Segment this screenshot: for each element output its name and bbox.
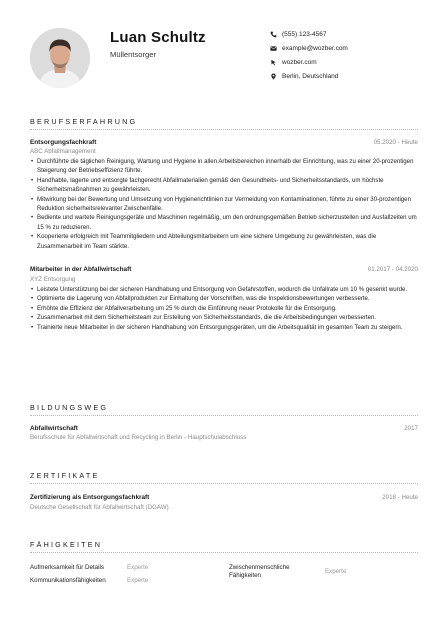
link-icon <box>270 59 282 66</box>
profile-photo <box>30 28 90 88</box>
contact-website[interactable] <box>270 56 420 70</box>
contact-email[interactable] <box>270 42 420 56</box>
education-title: Abfallwirtschaft <box>30 425 78 432</box>
list-item: • Handhabte, lagerte und entsorgte fachgerecht Abfallmaterialien gemäß den Gesundheits- und Sicherheitsstandards, um höchste Sicherheitsmaßnahmen zu gewährleisten. <box>31 176 419 195</box>
job-bullets <box>31 285 419 332</box>
email-icon <box>270 45 282 52</box>
contact-location <box>270 69 420 83</box>
section-title-experience: BERUFSERFAHRUNG <box>30 117 138 126</box>
list-item: • Erhöhte die Effizienz der Abfallverarbeitung um 25 % durch die Einführung neuer Protokolle für die Entsorgung. <box>31 304 419 313</box>
section-title-certificates: ZERTIFIKATE <box>30 471 100 480</box>
contact-phone-text: (555) 123-4567 <box>282 31 327 39</box>
contact-website-text: wozber.com <box>282 58 317 66</box>
contact-email-text: example@wozber.com <box>282 45 348 53</box>
section-title-education: BILDUNGSWEG <box>30 403 109 412</box>
certificate-issuer: Deutsche Gesellschaft für Abfallwirtschaft (DGAW) <box>30 504 169 511</box>
education-date: 2017 <box>404 425 418 432</box>
section-title-skills: FÄHIGKEITEN <box>30 540 103 549</box>
list-item: • Optimierte die Lagerung von Abfallprodukten zur Einhaltung der Vorschriften, was die Inspektionsbewertungen verbesserte. <box>31 294 419 303</box>
section-divider <box>30 483 418 484</box>
contact-list <box>270 28 420 83</box>
skill-name: Kommunikationsfähigkeiten <box>30 577 106 584</box>
skill-level: Experte <box>127 564 149 571</box>
avatar <box>30 28 90 88</box>
contact-location-text: Berlin, Deutschland <box>282 72 339 80</box>
certificate-date: 2018 - Heute <box>382 494 418 501</box>
contact-phone[interactable] <box>270 28 420 42</box>
list-item: • Leistete Unterstützung bei der sicheren Handhabung und Entsorgung von Gefahrstoffen, wodurch die Unfallrate um 10 % gesenkt wurde. <box>31 285 419 294</box>
list-item: • Kooperierte erfolgreich mit Teammitgliedern und Abteilungsmitarbeitern um eine sichere Umgebung zu gewährleisten, was die Zusammenarbeit im Team stärkte. <box>31 232 419 251</box>
skill-name: Zwischenmenschliche Fähigkeiten <box>229 564 290 580</box>
job-company: XYZ Entsorgung <box>30 276 76 283</box>
section-divider <box>30 552 418 553</box>
skill-level: Experte <box>325 568 347 575</box>
job-bullets <box>31 157 419 251</box>
skill-name: Aufmerksamkeit für Details <box>30 564 104 571</box>
skill-level: Experte <box>127 577 149 584</box>
job-date: 05.2020 - Heute <box>373 139 418 146</box>
list-item: • Mitwirkung bei der Bewertung und Umsetzung von Hygienerichtlinien zur Vermeidung von Kontaminationen, führte zu einer 30-prozentigen Reduktion sicherheitsrelevanter Zwischenfälle. <box>31 195 419 214</box>
list-item: • Bediente und wartete Reinigungsgeräte und Maschinen regelmäßig, um den ordnungsgemäßen Betrieb sicherzustellen und Ausfallzeiten um 15 % zu reduzieren. <box>31 213 419 232</box>
candidate-role: Müllentsorger <box>110 50 157 59</box>
section-divider <box>30 415 418 416</box>
job-company: ABC Abfallmanagement <box>30 148 96 155</box>
certificate-title: Zertifizierung als Entsorgungsfachkraft <box>30 494 150 501</box>
phone-icon <box>270 31 282 38</box>
list-item: • Trainierte neue Mitarbeiter in der sicheren Handhabung von Entsorgungsgeräten, um die Arbeitsqualität im gesamten Team zu steigern. <box>31 323 419 332</box>
list-item: • Zusammenarbeit mit dem Sicherheitsteam zur Erstellung von Sicherheitsstandards, die die Arbeitsbedingungen verbesserten. <box>31 313 419 322</box>
section-divider <box>30 129 418 130</box>
candidate-name: Luan Schultz <box>110 29 206 46</box>
job-title: Mitarbeiter in der Abfallwirtschaft <box>30 266 132 273</box>
job-title: Entsorgungsfachkraft <box>30 139 97 146</box>
location-pin-icon <box>270 73 282 80</box>
education-school: Berufsschule für Abfallwirtschaft und Recycling in Berlin - Hauptschulabschluss <box>30 434 247 441</box>
job-date: 01.2017 - 04.2020 <box>367 266 418 273</box>
list-item: • Durchführte die täglichen Reinigung, Wartung und Hygiene in allen Arbeitsbereichen innerhalb der Einrichtung, was zu einer 20-prozentigen Steigerung der Betriebseffizienz führte. <box>31 157 419 176</box>
